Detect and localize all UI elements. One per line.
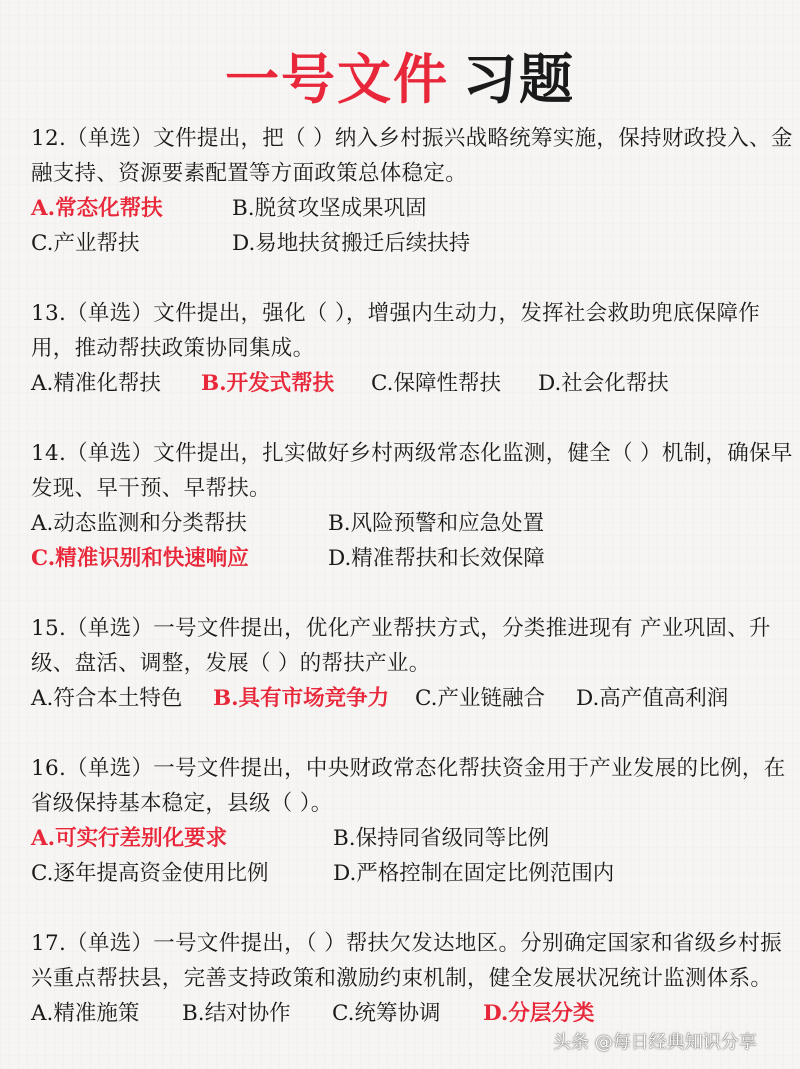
option-c: C.保障性帮扶	[371, 371, 502, 396]
page-title	[0, 40, 800, 120]
option-c: C.产业链融合	[415, 686, 546, 711]
question-text: 12.（单选）文件提出，把（ ）纳入乡村振兴战略统筹实施，保持财政投入、金融支持、资源要素配置等方面政策总体稳定。	[31, 126, 793, 186]
option-b: B.结对协作	[182, 1001, 291, 1026]
question-15	[31, 611, 796, 716]
title-dark: 习题	[463, 48, 575, 111]
option-c: C.产业帮扶	[31, 231, 140, 256]
question-12	[31, 121, 796, 261]
option-a: A.精准化帮扶	[31, 371, 161, 396]
question-text: 15.（单选）一号文件提出，优化产业帮扶方式，分类推进现有 产业巩固、升级、盘活、调整，发展（ ）的帮扶产业。	[31, 616, 771, 676]
option-row	[31, 191, 796, 226]
option-row	[31, 821, 796, 856]
option-c: C.精准识别和快速响应	[31, 546, 249, 571]
option-row	[31, 226, 796, 261]
option-b: B.风险预警和应急处置	[328, 511, 545, 536]
option-row	[31, 541, 796, 576]
option-d: D.社会化帮扶	[538, 371, 669, 396]
option-d: D.精准帮扶和长效保障	[328, 546, 545, 571]
option-row	[31, 856, 796, 891]
option-row	[31, 366, 796, 401]
question-text: 13.（单选）文件提出，强化（ ），增强内生动力，发挥社会救助兜底保障作用，推动帮扶政策协同集成。	[31, 301, 761, 361]
option-d: D.严格控制在固定比例范围内	[333, 861, 615, 886]
option-a: A.可实行差别化要求	[31, 826, 228, 851]
question-text: 14.（单选）文件提出，扎实做好乡村两级常态化监测，健全（ ）机制，确保早发现、早干预、早帮扶。	[31, 441, 793, 501]
option-b: B.脱贫攻坚成果巩固	[232, 196, 427, 221]
option-b: B.具有市场竞争力	[213, 686, 390, 711]
option-c: C.逐年提高资金使用比例	[31, 861, 269, 886]
option-b: B.开发式帮扶	[201, 371, 335, 396]
question-13	[31, 296, 796, 401]
option-d: D.分层分类	[483, 1001, 595, 1026]
question-14	[31, 436, 796, 576]
option-d: D.高产值高利润	[576, 686, 729, 711]
option-b: B.保持同省级同等比例	[333, 826, 550, 851]
option-a: A.符合本土特色	[31, 686, 183, 711]
option-a: A.动态监测和分类帮扶	[31, 511, 247, 536]
option-row	[31, 681, 796, 716]
option-row	[31, 506, 796, 541]
question-text: 17.（单选）一号文件提出，（ ）帮扶欠发达地区。分别确定国家和省级乡村振兴重点帮扶县，完善支持政策和激励约束机制，健全发展状况统计监测体系。	[31, 931, 782, 991]
watermark: 头条 @每日经典知识分享	[553, 1032, 757, 1053]
option-row	[31, 996, 796, 1031]
title-red: 一号文件	[225, 48, 449, 111]
question-17	[31, 926, 796, 1031]
question-16	[31, 751, 796, 891]
option-a: A.常态化帮扶	[31, 196, 163, 221]
option-c: C.统筹协调	[332, 1001, 441, 1026]
option-a: A.精准施策	[31, 1001, 140, 1026]
option-d: D.易地扶贫搬迁后续扶持	[232, 231, 471, 256]
question-text: 16.（单选）一号文件提出，中央财政常态化帮扶资金用于产业发展的比例，在省级保持基本稳定，县级（ ）。	[31, 756, 786, 816]
